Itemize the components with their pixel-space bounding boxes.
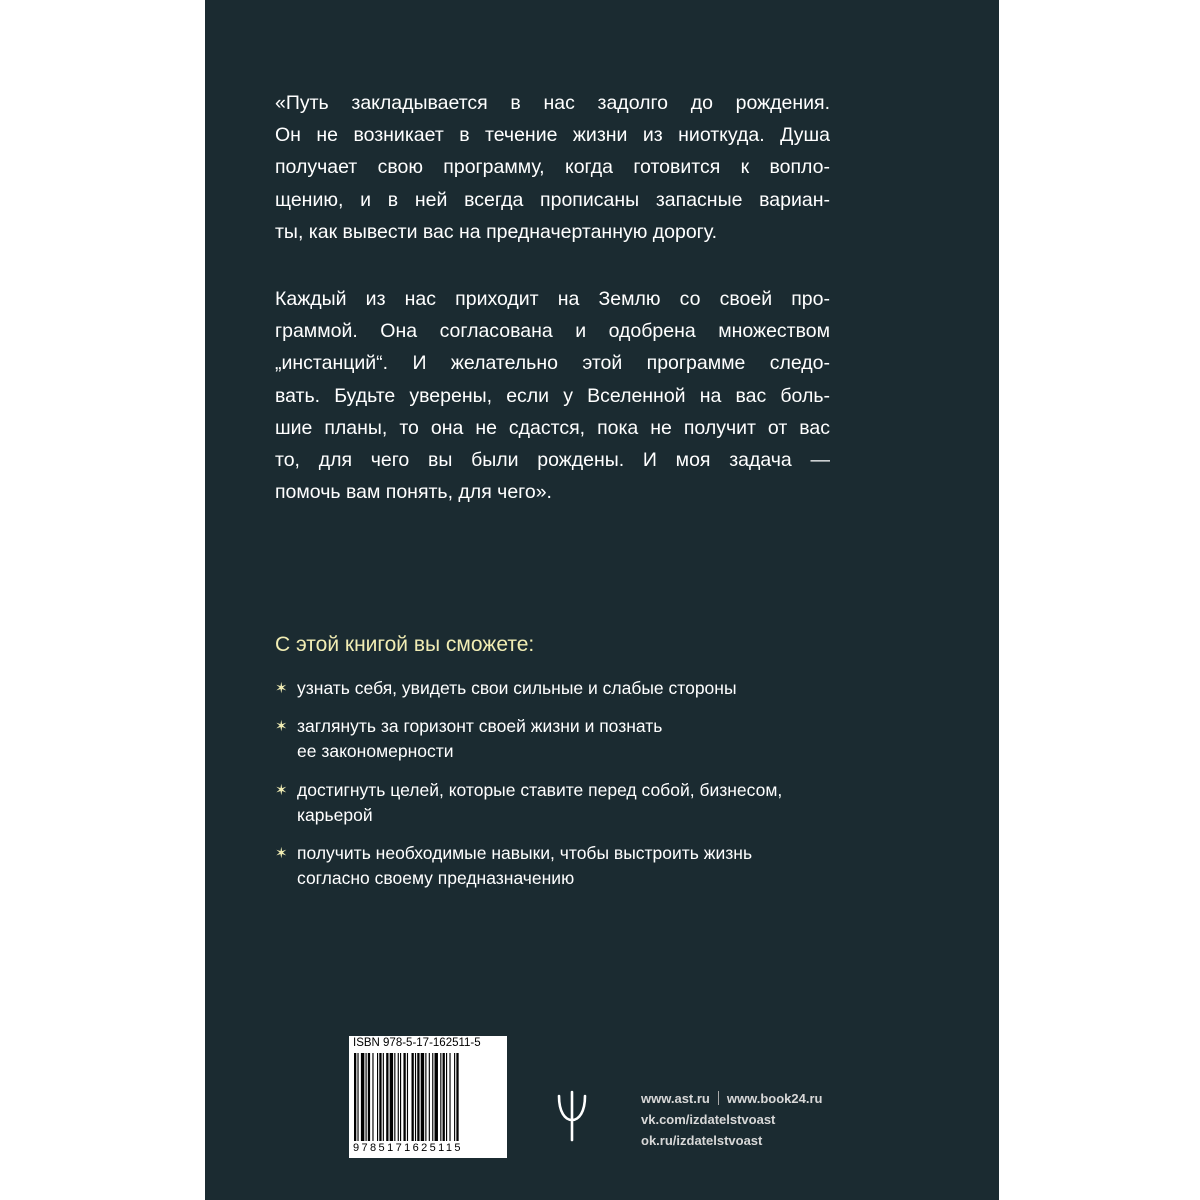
star-bullet-icon: ✶ <box>275 845 288 862</box>
back-cover <box>205 0 999 1200</box>
barcode-bar <box>432 1053 433 1141</box>
barcode-bar <box>417 1053 419 1141</box>
benefit-line: заглянуть за горизонт своей жизни и познать <box>297 716 663 736</box>
barcode-bar <box>449 1053 450 1141</box>
quote-line: получает свою программу, когда готовится к вопло- <box>275 156 830 179</box>
description-line: помочь вам понять, для чего». <box>275 481 552 504</box>
benefit-line: узнать себя, увидеть свои сильные и слабые стороны <box>297 678 737 698</box>
quote-line: щению, и в ней всегда прописаны запасные вариан- <box>275 188 830 211</box>
barcode-bar <box>425 1053 426 1141</box>
barcode-bar <box>400 1053 401 1141</box>
benefit-line: получить необходимые навыки, чтобы выстроить жизнь <box>297 843 753 863</box>
description-line: Каждый из нас приходит на Землю со своей про- <box>275 288 830 310</box>
barcode-bar <box>361 1053 364 1141</box>
star-bullet-icon: ✶ <box>275 680 288 697</box>
quote-paragraph <box>275 87 830 248</box>
publisher-links <box>641 1088 822 1151</box>
benefit-item <box>275 714 662 764</box>
barcode-bar <box>403 1053 405 1141</box>
star-bullet-icon: ✶ <box>275 782 288 799</box>
link-vk[interactable]: vk.com/izdatelstvoast <box>641 1112 776 1127</box>
description-line: вать. Будьте уверены, если у Вселенной на вас боль- <box>275 384 830 407</box>
isbn-label: ISBN 978-5-17-162511-5 <box>353 1037 481 1049</box>
link-separator <box>718 1091 719 1105</box>
quote-line: Он не возникает в течение жизни из ниоткуда. Душа <box>275 124 830 147</box>
psi-icon <box>557 1090 587 1142</box>
barcode-bar <box>366 1053 367 1141</box>
description-line: „инстанций“. И желательно этой программе следо- <box>275 352 830 375</box>
barcode-bar <box>412 1053 414 1141</box>
barcode-bar <box>377 1053 378 1141</box>
barcode-bar <box>407 1053 408 1141</box>
quote-line: «Путь закладывается в нас задолго до рождения. <box>275 92 830 114</box>
link-ast[interactable]: www.ast.ru <box>641 1091 710 1106</box>
barcode-bar <box>398 1053 399 1141</box>
barcode-bar <box>446 1053 447 1141</box>
barcode-bar <box>383 1053 384 1141</box>
description-line: то, для чего вы были рождены. И моя задача — <box>275 449 830 472</box>
barcode-bar <box>390 1053 393 1141</box>
barcode-bar <box>357 1053 358 1141</box>
link-book24[interactable]: www.book24.ru <box>726 1091 823 1106</box>
barcode-bar <box>415 1053 416 1141</box>
description-paragraph <box>275 283 830 508</box>
quote-line: ты, как вывести вас на предначертанную дорогу. <box>275 220 718 243</box>
benefit-line: согласно своему предназначению <box>297 868 575 888</box>
barcode-bar <box>354 1053 356 1141</box>
benefit-item <box>275 841 752 891</box>
barcode-bar <box>454 1053 455 1141</box>
description-line: шие планы, то она не сдастся, пока не получит от вас <box>275 416 830 439</box>
barcode-bar <box>456 1053 458 1141</box>
benefit-item <box>275 676 737 701</box>
benefit-line: карьерой <box>297 805 373 825</box>
star-bullet-icon: ✶ <box>275 718 288 735</box>
benefit-line: ее закономерности <box>297 741 454 761</box>
barcode-bar <box>429 1053 430 1141</box>
barcode-bar <box>379 1053 381 1141</box>
benefits-heading: С этой книгой вы сможете: <box>275 633 535 656</box>
barcode-bars <box>353 1053 503 1145</box>
barcode-digits: 9785171625115 <box>353 1142 463 1154</box>
benefit-line: достигнуть целей, которые ставите перед собой, бизнесом, <box>297 780 783 800</box>
barcode-bar <box>386 1053 388 1141</box>
barcode-bar <box>421 1053 424 1141</box>
description-line: граммой. Она согласована и одобрена множеством <box>275 320 830 343</box>
barcode-bar <box>394 1053 395 1141</box>
link-ok[interactable]: ok.ru/izdatelstvoast <box>641 1133 763 1148</box>
barcode-bar <box>443 1053 445 1141</box>
barcode-bar <box>435 1053 438 1141</box>
benefit-item <box>275 778 782 828</box>
barcode-bar <box>372 1053 373 1141</box>
barcode-bar <box>440 1053 441 1141</box>
barcode-bar <box>368 1053 370 1141</box>
isbn-barcode <box>349 1036 507 1158</box>
